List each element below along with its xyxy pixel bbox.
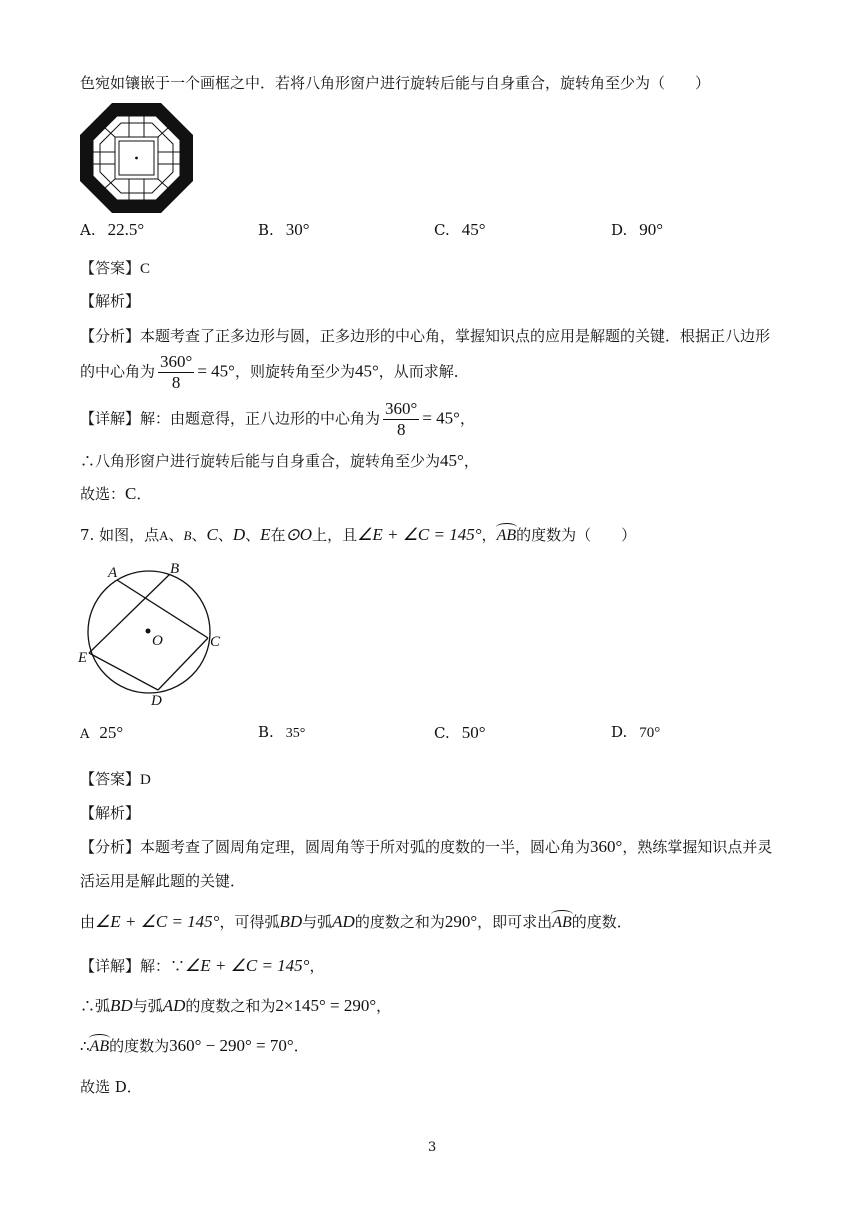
arc-ab-symbol-3: AB bbox=[90, 1034, 110, 1056]
label-e: E bbox=[78, 650, 88, 666]
label-a: A bbox=[108, 565, 118, 581]
q7-option-a: A 25° bbox=[80, 723, 124, 742]
q7-fenxi-1: 【分析】本题考查了圆周角定理，圆周角等于所对弧的度数的一半，圆心角为360°，熟练掌握知识点并灵 bbox=[80, 837, 773, 856]
q6-option-d: D. 90° bbox=[611, 220, 664, 239]
q6-answer: 【答案】C bbox=[80, 259, 151, 277]
q6-choose: 故选：C． bbox=[80, 484, 152, 503]
q7-detail-3: ∴AB的度数为360° − 290° = 70°． bbox=[80, 1036, 309, 1055]
q6-stem-tail: 色宛如镶嵌于一个画框之中．若将八角形窗户进行旋转后能与自身重合，旋转角至少为（ ） bbox=[80, 74, 711, 92]
q6-fenxi-line2: 的中心角为 $\frac{360^\circ}{8}$ = 45°，则旋转角至少为45°，从而求解． bbox=[80, 352, 469, 392]
q7-fenxi-2: 活运用是解此题的关键． bbox=[80, 872, 246, 890]
q6-analysis-tag: 【解析】 bbox=[80, 292, 141, 310]
label-o: O bbox=[152, 633, 163, 649]
q7-detail: 【详解】解：∵∠E + ∠C = 145°， bbox=[80, 956, 325, 975]
q6-option-a: A. 22.5° bbox=[80, 220, 145, 239]
label-b: B bbox=[170, 561, 180, 577]
q7-analysis-tag: 【解析】 bbox=[80, 804, 141, 822]
q7-option-b: B. 35° bbox=[258, 723, 306, 741]
label-c: C bbox=[210, 634, 221, 650]
circle-figure bbox=[74, 558, 234, 713]
page-number: 3 bbox=[428, 1140, 437, 1155]
arc-ab-symbol: AB bbox=[497, 523, 517, 545]
q7-option-d: D. 70° bbox=[611, 723, 661, 741]
fraction-360-over-8-detail: $\frac{360^\circ}{8}$ bbox=[385, 399, 418, 439]
q7-stem: 7. 如图，点A、B、C、D、E在⊙O上，且∠E + ∠C = 145°，AB的度数为（ ） bbox=[80, 525, 637, 544]
q6-option-b: B. 30° bbox=[258, 220, 310, 239]
arc-ab-symbol-2: AB bbox=[552, 910, 572, 932]
q7-choose: 故选 D． bbox=[80, 1078, 142, 1096]
fraction-360-over-8: $\frac{360^\circ}{8}$ bbox=[160, 352, 193, 392]
q6-option-c: C. 45° bbox=[434, 220, 486, 239]
q7-option-c: C. 50° bbox=[434, 723, 486, 742]
label-d: D bbox=[151, 693, 162, 709]
q7-fenxi-3: 由∠E + ∠C = 145°，可得弧BD与弧AD的度数之和为290°，即可求出AB的度数． bbox=[80, 912, 632, 931]
octagon-window-figure bbox=[79, 102, 194, 214]
q7-detail-2: ∴弧BD与弧AD的度数之和为2×145° = 290°， bbox=[80, 996, 392, 1015]
q6-fenxi: 【分析】本题考查了正多边形与圆，正多边形的中心角，掌握知识点的应用是解题的关键．根据正八边形 bbox=[80, 327, 771, 345]
q6-therefore: ∴八角形窗户进行旋转后能与自身重合，旋转角至少为45°， bbox=[80, 451, 479, 470]
q6-detail: 【详解】解：由题意得，正八边形的中心角为 $\frac{360^\circ}{8}$ = 45°， bbox=[80, 399, 475, 439]
q7-answer: 【答案】D bbox=[80, 770, 151, 788]
